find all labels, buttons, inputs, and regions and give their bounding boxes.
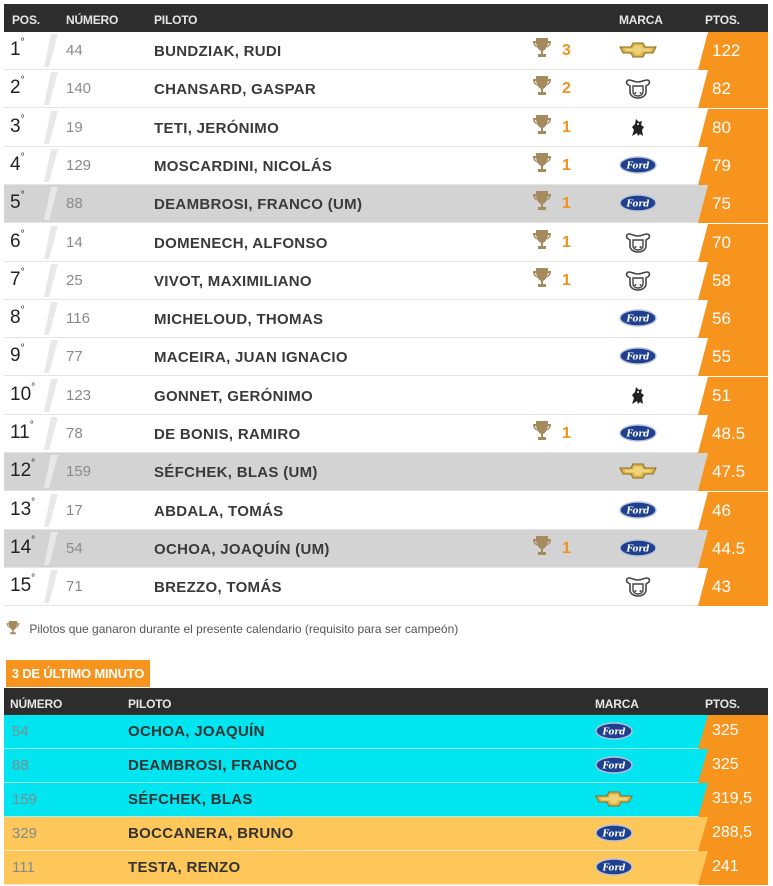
table-row [4, 224, 768, 262]
table-row [4, 783, 768, 817]
position [10, 422, 34, 444]
car-number: 140 [66, 80, 92, 98]
position [10, 496, 36, 521]
driver-name: OCHOA, JOAQUÍN (UM) [154, 540, 330, 558]
position-value: 9 [10, 345, 21, 367]
table-row [4, 377, 768, 415]
car-number: 19 [66, 118, 83, 136]
table-row [4, 715, 768, 749]
ford-logo [594, 754, 634, 776]
trophy-icon [532, 114, 552, 136]
points-value: 51 [712, 385, 731, 405]
svg-text:Ford: Ford [626, 429, 650, 440]
position-separator [44, 417, 58, 450]
degree-mark: ° [29, 420, 34, 431]
svg-text:Ford: Ford [626, 161, 650, 172]
trophy-icon [532, 152, 552, 174]
position-value: 14 [10, 536, 32, 558]
position [10, 39, 25, 61]
points-value: 325 [712, 722, 739, 739]
points-bg [698, 224, 768, 262]
points-cell [698, 530, 768, 567]
points-cell [698, 453, 768, 490]
position-separator [44, 111, 58, 144]
points-value: 46 [712, 500, 731, 520]
position-separator [44, 72, 58, 105]
header-points-2: PTOS. [705, 697, 740, 711]
table-row [4, 749, 768, 783]
points-cell [698, 851, 768, 884]
car-number: 159 [66, 463, 92, 481]
wins-count: 1 [562, 233, 571, 251]
points-value: 288,5 [712, 824, 753, 841]
ford-logo [618, 499, 658, 521]
position-value: 1 [10, 39, 21, 60]
table-row [4, 453, 768, 491]
position [10, 345, 25, 367]
car-number: 159 [12, 791, 38, 808]
table-row [4, 851, 768, 885]
ford-logo [618, 154, 658, 176]
points-bg [698, 185, 768, 223]
points-value: 43 [712, 577, 731, 597]
points-cell [698, 32, 768, 69]
dodge-logo [618, 575, 658, 597]
dodge-logo [618, 269, 658, 291]
points-value: 48.5 [712, 424, 746, 443]
points-value: 75 [712, 194, 731, 214]
car-number: 129 [66, 156, 92, 174]
svg-text:Ford: Ford [626, 506, 650, 517]
points-cell [698, 338, 768, 375]
wins-count: 2 [562, 80, 571, 98]
table-row [4, 185, 768, 223]
points-cell [698, 70, 768, 107]
trophy-icon [532, 75, 552, 97]
table-row [4, 530, 768, 568]
points-bg [698, 70, 768, 108]
position [10, 575, 35, 597]
header-pos: POS. [12, 13, 40, 27]
table-row [4, 32, 768, 70]
driver-name: SÉFCHEK, BLAS [128, 791, 253, 808]
trophy-icon [532, 190, 552, 212]
points-cell [698, 415, 768, 452]
trophy-icon [6, 620, 20, 636]
driver-name: SÉFCHEK, BLAS (UM) [154, 464, 318, 482]
car-number: 54 [66, 539, 83, 557]
header-driver: PILOTO [154, 13, 198, 27]
ford-logo [594, 856, 634, 878]
position-separator [44, 302, 58, 335]
position-separator [44, 187, 58, 220]
svg-text:Ford: Ford [602, 761, 626, 772]
position-separator [44, 532, 58, 565]
car-number: 88 [12, 757, 29, 774]
degree-mark: ° [31, 496, 36, 508]
driver-name: BUNDZIAK, RUDI [154, 43, 282, 60]
driver-name: TESTA, RENZO [128, 859, 241, 876]
wins-count: 1 [562, 156, 571, 174]
degree-mark: ° [20, 228, 25, 240]
header-number-2: NÚMERO [10, 697, 63, 711]
table-row [4, 568, 768, 606]
trophy-icon [532, 535, 552, 557]
points-cell [698, 147, 768, 184]
points-value: 58 [712, 270, 731, 290]
wins-count: 1 [562, 539, 571, 557]
position [10, 460, 35, 482]
last-minute-header [4, 688, 768, 715]
table-row [4, 147, 768, 185]
driver-name: OCHOA, JOAQUÍN [128, 723, 265, 740]
position [10, 381, 36, 406]
position-separator [44, 379, 58, 412]
points-cell [698, 783, 768, 816]
points-cell [698, 109, 768, 146]
points-value: 47.5 [712, 462, 746, 482]
svg-text:Ford: Ford [602, 829, 626, 840]
points-bg [698, 147, 768, 185]
degree-mark: ° [31, 534, 36, 546]
degree-mark: ° [20, 190, 25, 202]
degree-mark: ° [20, 305, 25, 317]
header-points: PTOS. [705, 13, 740, 27]
points-cell [698, 749, 768, 782]
driver-name: MOSCARDINI, NICOLÁS [154, 157, 333, 175]
torino-logo [618, 384, 658, 406]
points-cell [698, 817, 768, 850]
trophy-icon [532, 37, 552, 59]
ford-logo [618, 537, 658, 559]
driver-name: ABDALA, TOMÁS [154, 502, 284, 520]
last-minute-title: 3 DE ÚLTIMO MINUTO [6, 660, 150, 687]
points-value: 82 [712, 79, 731, 99]
position [10, 77, 25, 99]
car-number: 54 [12, 723, 29, 740]
points-bg [698, 262, 768, 300]
driver-name: DEAMBROSI, FRANCO (UM) [154, 196, 363, 214]
car-number: 329 [12, 825, 38, 842]
position-separator [44, 455, 58, 488]
driver-name: VIVOT, MAXIMILIANO [154, 272, 312, 290]
table-row [4, 415, 768, 453]
driver-name: BOCCANERA, BRUNO [128, 825, 294, 842]
position-value: 6 [10, 230, 21, 252]
degree-mark: ° [20, 113, 25, 125]
position-value: 8 [10, 307, 21, 329]
chevrolet-logo [594, 788, 634, 810]
table-row [4, 300, 768, 338]
header-brand: MARCA [619, 13, 663, 27]
position-value: 12 [10, 460, 32, 482]
points-cell [698, 715, 768, 748]
points-bg [698, 492, 768, 530]
header-number: NÚMERO [66, 13, 119, 27]
position-separator [44, 494, 58, 527]
ford-logo [618, 307, 658, 329]
position-separator [44, 149, 58, 182]
degree-mark: ° [20, 151, 25, 163]
points-value: 70 [712, 232, 731, 252]
car-number: 14 [66, 233, 83, 251]
car-number: 116 [66, 310, 90, 328]
position-value: 10 [10, 383, 32, 405]
position-separator [44, 34, 58, 67]
points-cell [698, 377, 768, 414]
table-row [4, 338, 768, 376]
driver-name: MACEIRA, JUAN IGNACIO [154, 349, 348, 367]
degree-mark: ° [20, 266, 25, 278]
standings-header [4, 4, 768, 32]
car-number: 78 [66, 425, 83, 442]
points-value: 56 [712, 309, 731, 329]
wins-count: 3 [562, 42, 571, 59]
points-value: 319,5 [712, 790, 753, 807]
position-separator [44, 264, 58, 297]
driver-name: CHANSARD, GASPAR [154, 81, 317, 99]
table-row [4, 262, 768, 300]
position-value: 11 [10, 422, 30, 443]
svg-text:Ford: Ford [626, 544, 650, 555]
points-cell [698, 492, 768, 529]
driver-name: MICHELOUD, THOMAS [154, 311, 324, 329]
car-number: 77 [66, 348, 83, 366]
table-row [4, 492, 768, 530]
position [10, 113, 25, 138]
points-cell [698, 224, 768, 261]
svg-text:Ford: Ford [626, 199, 650, 210]
position-separator [44, 340, 58, 373]
points-value: 80 [712, 117, 731, 137]
svg-text:Ford: Ford [602, 863, 626, 874]
ford-logo [618, 192, 658, 214]
footnote [6, 620, 458, 636]
position [10, 266, 25, 291]
header-driver-2: PILOTO [128, 697, 172, 711]
position-value: 3 [10, 115, 21, 137]
points-value: 79 [712, 155, 731, 175]
position [10, 307, 25, 329]
dodge-logo [618, 77, 658, 99]
car-number: 44 [66, 42, 83, 59]
points-value: 325 [712, 756, 739, 773]
points-cell [698, 185, 768, 222]
chevrolet-logo [618, 39, 658, 61]
table-row [4, 70, 768, 108]
position-value: 7 [10, 268, 21, 290]
car-number: 17 [66, 501, 83, 519]
position-value: 15 [10, 575, 32, 597]
wins-count: 1 [562, 118, 571, 136]
wins-count: 1 [562, 195, 571, 213]
wins-count: 1 [562, 271, 571, 289]
ford-logo [618, 422, 658, 444]
points-value: 241 [712, 858, 739, 875]
degree-mark: ° [20, 75, 25, 87]
points-bg [698, 338, 768, 376]
ford-logo [618, 345, 658, 367]
driver-name: DOMENECH, ALFONSO [154, 234, 328, 252]
driver-name: DEAMBROSI, FRANCO [128, 757, 298, 774]
degree-mark: ° [31, 381, 36, 393]
position-separator [44, 570, 58, 603]
position-separator [44, 226, 58, 259]
svg-text:Ford: Ford [626, 314, 650, 325]
header-brand-2: MARCA [595, 697, 639, 711]
points-cell [698, 262, 768, 299]
car-number: 111 [12, 859, 35, 876]
position-value: 4 [10, 153, 21, 175]
trophy-icon [532, 229, 552, 251]
table-row [4, 817, 768, 851]
ford-logo [594, 720, 634, 742]
chevrolet-logo [618, 460, 658, 482]
car-number: 25 [66, 271, 83, 289]
degree-mark: ° [31, 573, 36, 585]
torino-logo [618, 116, 658, 138]
points-value: 55 [712, 347, 731, 367]
position [10, 192, 25, 214]
points-bg [698, 377, 768, 415]
points-cell [698, 568, 768, 605]
driver-name: DE BONIS, RAMIRO [154, 426, 301, 443]
points-cell [698, 300, 768, 337]
degree-mark: ° [31, 458, 36, 470]
degree-mark: ° [20, 37, 25, 48]
driver-name: BREZZO, TOMÁS [154, 579, 282, 597]
position [10, 151, 25, 176]
driver-name: GONNET, GERÓNIMO [154, 387, 313, 405]
ford-logo [594, 822, 634, 844]
svg-text:Ford: Ford [602, 727, 626, 738]
table-row [4, 109, 768, 147]
points-value: 122 [712, 41, 741, 60]
position [10, 534, 36, 559]
driver-name: TETI, JERÓNIMO [154, 119, 280, 137]
svg-text:Ford: Ford [626, 352, 650, 363]
trophy-icon [532, 420, 552, 442]
car-number: 123 [66, 386, 92, 404]
position-value: 13 [10, 498, 32, 520]
points-bg [698, 300, 768, 338]
degree-mark: ° [20, 343, 25, 355]
points-bg [698, 568, 768, 606]
position-value: 2 [10, 77, 21, 99]
trophy-icon [532, 267, 552, 289]
car-number: 71 [66, 578, 83, 596]
points-bg [698, 109, 768, 147]
footnote-text: Pilotos que ganaron durante el presente calendario (requisito para ser campeón) [29, 622, 459, 636]
dodge-logo [618, 231, 658, 253]
wins-count: 1 [562, 425, 571, 442]
position-value: 5 [10, 192, 21, 214]
points-value: 44.5 [712, 538, 746, 558]
position [10, 228, 25, 253]
car-number: 88 [66, 195, 83, 213]
